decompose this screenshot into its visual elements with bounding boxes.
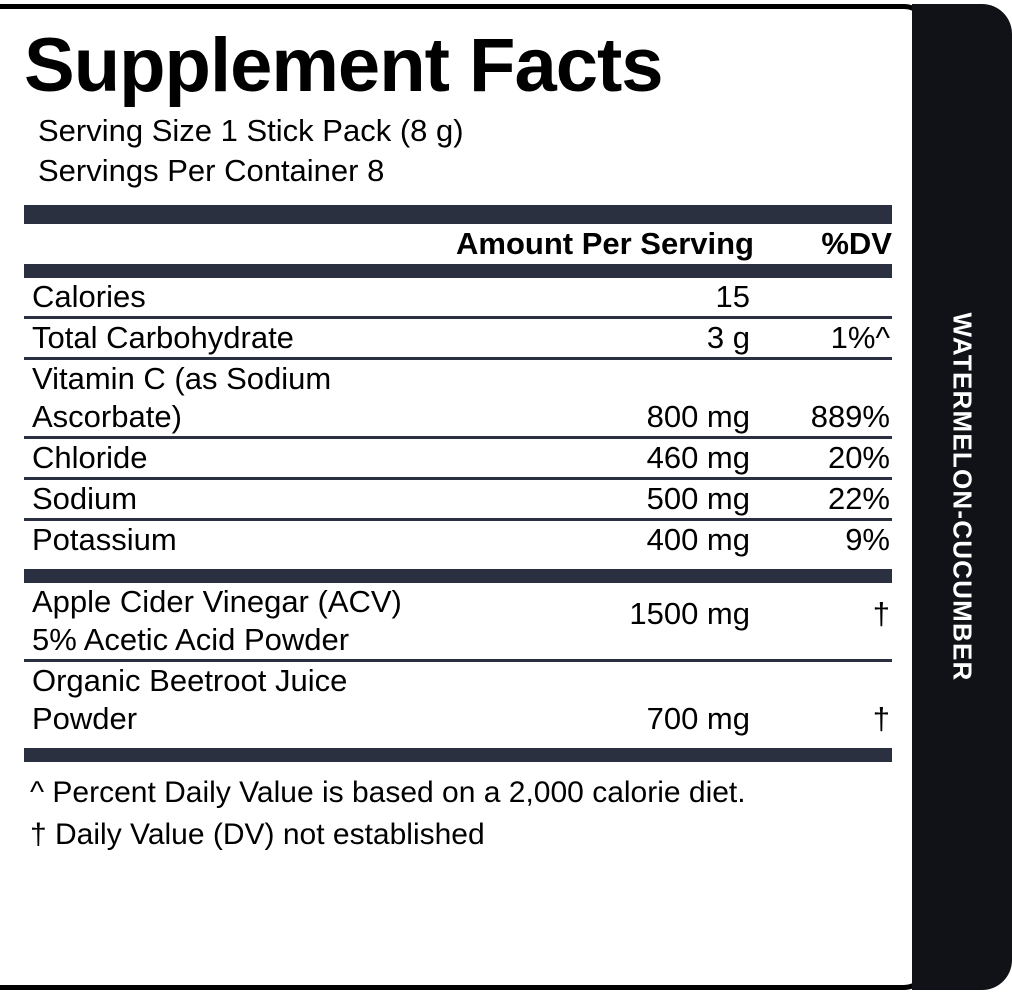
table-row [24,439,892,477]
row-amount: 3 g [706,320,750,355]
table-row [24,583,892,659]
row-dv: 20% [827,440,890,475]
row-dv: † [872,596,890,631]
header-nutrient [24,224,454,264]
row-dv: 9% [845,522,890,557]
row-label: Total Carbohydrate [32,320,294,355]
flavor-label: WATERMELON-CUCUMBER [947,312,978,682]
header-amount-per-serving: Amount Per Serving [456,226,754,261]
row-dv: 1%^ [830,320,890,355]
blend-table [24,583,892,738]
row-label: Organic Beetroot Juice Powder [32,663,348,736]
table-row [24,521,892,559]
row-label [24,583,454,659]
row-label: Vitamin C (as Sodium Ascorbate) [32,361,332,434]
servings-per-container-text: Servings Per Container 8 [38,153,385,188]
row-dv: 889% [810,399,890,434]
row-label-line1: Apple Cider Vinegar (ACV) [32,584,402,619]
flavor-tab [912,4,1012,990]
row-label-line2: 5% Acetic Acid Powder [32,622,350,657]
divider-top-thick [24,205,892,224]
divider-blend-top [24,569,892,583]
row-dv [754,278,892,316]
row-amount: 400 mg [646,522,750,557]
table-row [24,319,892,357]
table-header-row [24,224,892,264]
row-amount: 700 mg [646,701,750,736]
table-row [24,360,892,436]
divider-header [24,264,892,278]
nutrition-table [24,224,892,559]
row-amount: 500 mg [646,481,750,516]
divider-bottom [24,748,892,762]
row-label: Chloride [32,440,148,475]
table-row [24,278,892,316]
row-label: Sodium [32,481,138,516]
footnotes [24,762,892,856]
table-row [24,480,892,518]
label-content [24,23,892,856]
divider-row [24,264,892,278]
row-dv: 22% [827,481,890,516]
row-amount: 460 mg [646,440,750,475]
footnote-dv-not-established: † Daily Value (DV) not established [30,818,485,851]
footnote-percent-dv: ^ Percent Daily Value is based on a 2,000 calorie diet. [30,776,746,809]
header-daily-value: %DV [821,226,892,261]
row-label: Calories [32,279,146,314]
row-amount: 15 [715,279,750,314]
row-dv: † [872,701,890,736]
row-amount: 800 mg [646,399,750,434]
label-panel [0,4,930,990]
table-row [24,662,892,738]
serving-size-text: Serving Size 1 Stick Pack (8 g) [38,113,464,148]
row-label: Potassium [32,522,177,557]
row-amount: 1500 mg [629,596,750,631]
page-title: Supplement Facts [24,23,663,108]
